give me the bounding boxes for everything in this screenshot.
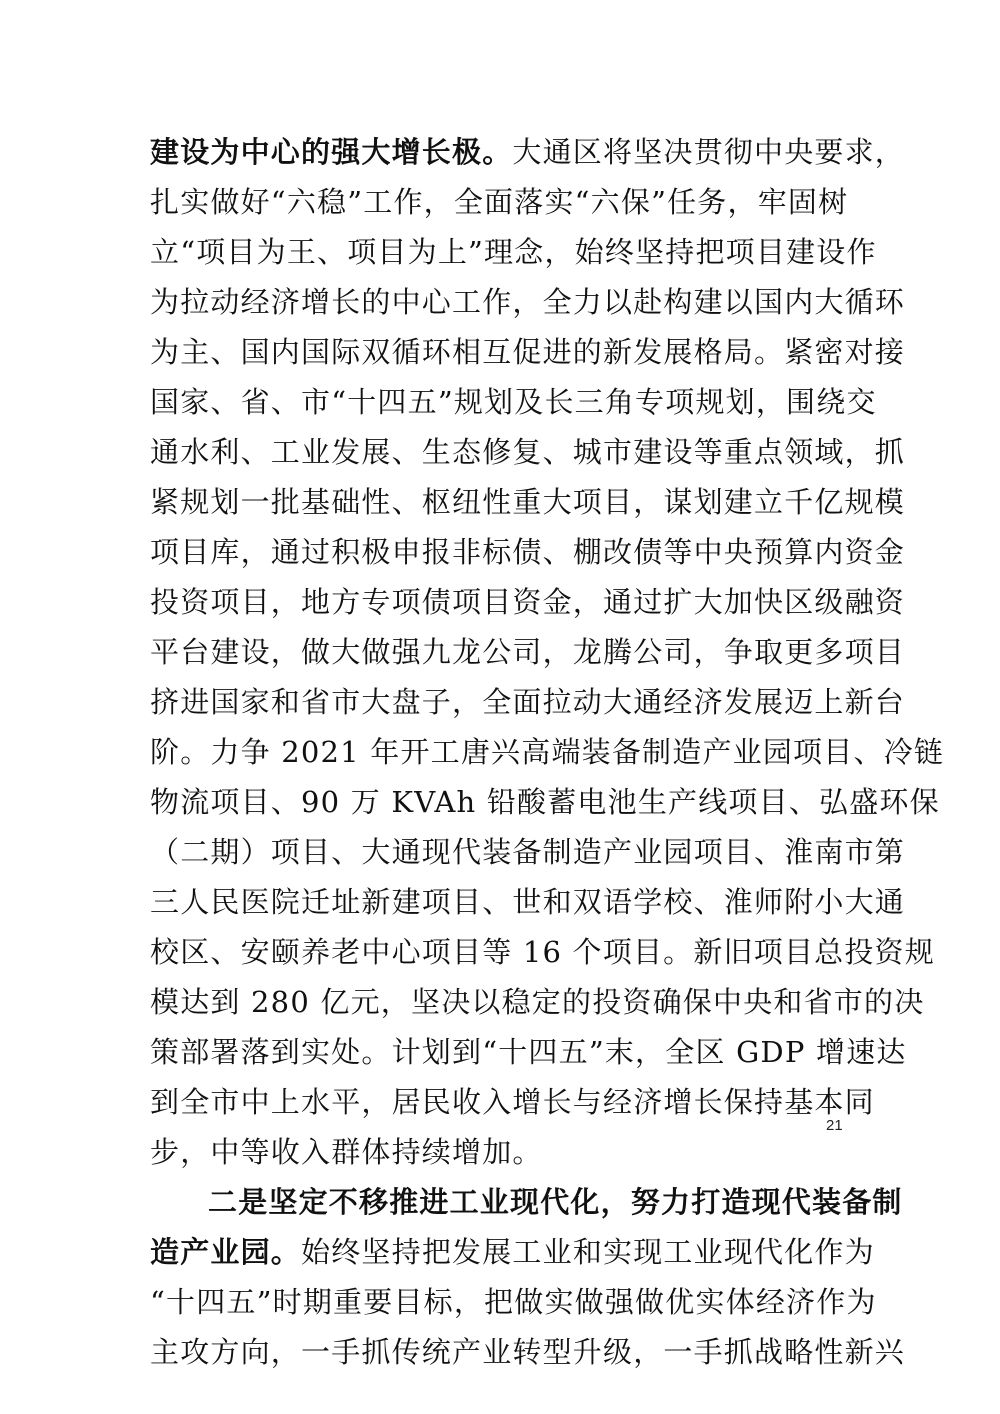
text-line: 国家、省、市“十四五”规划及长三角专项规划，围绕交 (150, 385, 877, 419)
text-line: 立“项目为王、项目为上”理念，始终坚持把项目建设作 (150, 235, 877, 269)
text-line (150, 1232, 875, 1272)
text-line: 挤进国家和省市大盘子，全面拉动大通经济发展迈上新台 (150, 685, 906, 719)
text-line: 步，中等收入群体持续增加。 (150, 1135, 543, 1169)
bold-heading-text: 建设为中心的强大增长极。 (150, 135, 513, 169)
text-line: 为主、国内国际双循环相互促进的新发展格局。紧密对接 (150, 335, 906, 369)
text-line: 为拉动经济增长的中心工作，全力以赴构建以国内大循环 (150, 285, 906, 319)
text-line: （二期）项目、大通现代装备制造产业园项目、淮南市第 (150, 835, 906, 869)
text-line: 策部署落到实处。计划到“十四五”末，全区 GDP 增速达 (150, 1035, 907, 1069)
text-line: 通水利、工业发展、生态修复、城市建设等重点领域，抓 (150, 435, 906, 469)
body-text: 大通区将坚决贯彻中央要求， (512, 135, 906, 169)
text-line: 校区、安颐养老中心项目等 16 个项目。新旧项目总投资规 (150, 935, 935, 969)
text-line: 平台建设，做大做强九龙公司，龙腾公司，争取更多项目 (150, 635, 906, 669)
text-line: 模达到 280 亿元，坚决以稳定的投资确保中央和省市的决 (150, 985, 925, 1019)
text-line: 扎实做好“六稳”工作，全面落实“六保”任务，牢固树 (150, 185, 849, 219)
text-line-bold: 二是坚定不移推进工业现代化，努力打造现代装备制 (208, 1185, 903, 1219)
text-line: 到全市中上水平，居民收入增长与经济增长保持基本同 (150, 1085, 875, 1119)
text-line: 物流项目、90 万 KVAh 铅酸蓄电池生产线项目、弘盛环保 (150, 785, 940, 819)
text-line: 阶。力争 2021 年开工唐兴高端装备制造产业园项目、冷链 (150, 735, 945, 769)
text-line: 投资项目，地方专项债项目资金，通过扩大加快区级融资 (150, 585, 906, 619)
text-line: 项目库，通过积极申报非标债、棚改债等中央预算内资金 (150, 535, 906, 569)
text-line: “十四五”时期重要目标，把做实做强做优实体经济作为 (150, 1285, 877, 1319)
text-line: 主攻方向，一手抓传统产业转型升级，一手抓战略性新兴 (150, 1335, 906, 1369)
text-line: 三人民医院迁址新建项目、世和双语学校、淮师附小大通 (150, 885, 906, 919)
page-number: 21 (826, 1117, 843, 1134)
bold-heading-text: 造产业园。 (150, 1235, 302, 1269)
text-line (150, 132, 906, 172)
body-text: 始终坚持把发展工业和实现工业现代化作为 (301, 1235, 875, 1269)
text-line: 紧规划一批基础性、枢纽性重大项目，谋划建立千亿规模 (150, 485, 906, 519)
